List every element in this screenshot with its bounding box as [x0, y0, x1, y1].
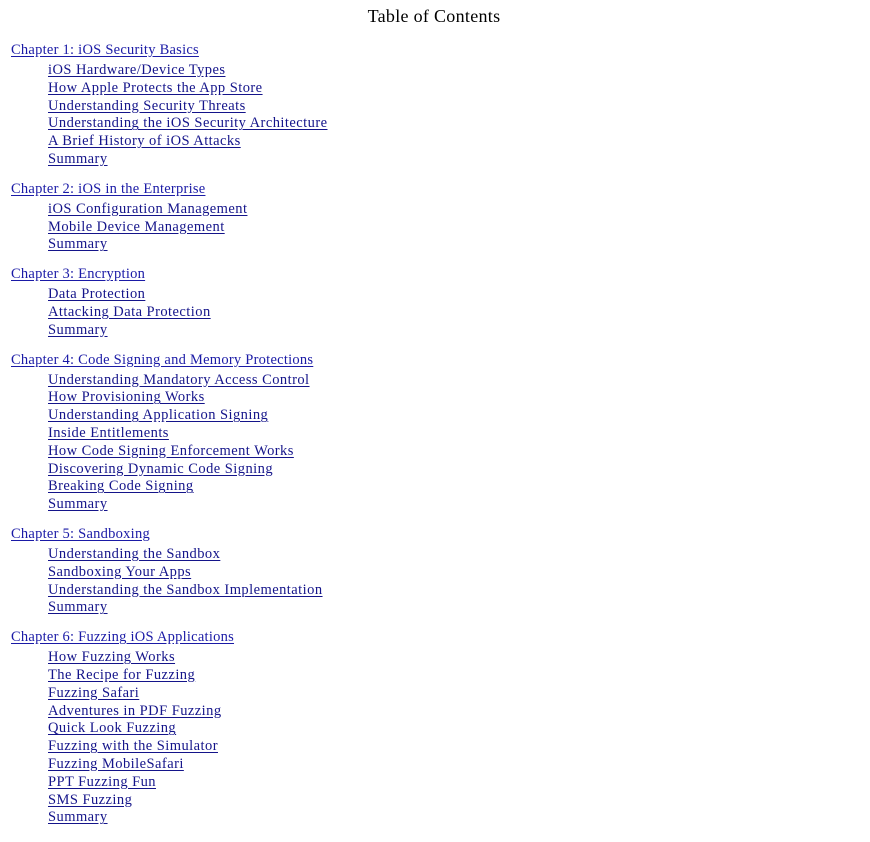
section-link[interactable]: Summary	[48, 496, 108, 513]
toc-section-item	[48, 773, 870, 791]
section-list	[11, 371, 870, 513]
section-link[interactable]: Fuzzing Safari	[48, 684, 140, 701]
section-list	[11, 285, 870, 338]
toc-section-item	[48, 719, 870, 737]
toc-section-item	[48, 218, 870, 236]
toc-section-item	[48, 684, 870, 702]
section-list	[11, 61, 870, 168]
section-link[interactable]: PPT Fuzzing Fun	[48, 773, 157, 790]
chapter-link[interactable]: Chapter 1: iOS Security Basics	[11, 42, 199, 58]
section-link[interactable]: Understanding Application Signing	[48, 407, 269, 424]
section-link[interactable]: How Provisioning Works	[48, 389, 205, 406]
toc-section-item	[48, 791, 870, 809]
toc-chapter	[11, 41, 870, 168]
toc-section-item	[48, 321, 870, 339]
toc-section-item	[48, 702, 870, 720]
toc-section-item	[48, 406, 870, 424]
toc-section-item	[48, 97, 870, 115]
toc-section-item	[48, 755, 870, 773]
toc-section-item	[48, 545, 870, 563]
section-link[interactable]: Attacking Data Protection	[48, 303, 211, 320]
section-link[interactable]: SMS Fuzzing	[48, 791, 133, 808]
toc-section-item	[48, 598, 870, 616]
section-link[interactable]: Summary	[48, 599, 108, 616]
section-link[interactable]: Discovering Dynamic Code Signing	[48, 460, 274, 477]
toc-chapter-list	[11, 41, 870, 838]
toc-chapter	[11, 525, 870, 616]
toc-section-item	[48, 150, 870, 168]
section-link[interactable]: Mobile Device Management	[48, 218, 225, 235]
section-link[interactable]: Understanding the Sandbox	[48, 545, 221, 562]
toc-section-item	[48, 303, 870, 321]
section-link[interactable]: How Fuzzing Works	[48, 649, 176, 666]
section-list	[11, 545, 870, 616]
toc-section-item	[48, 132, 870, 150]
toc-section-item	[48, 648, 870, 666]
section-list	[11, 200, 870, 253]
toc-section-item	[48, 737, 870, 755]
section-link[interactable]: A Brief History of iOS Attacks	[48, 133, 241, 150]
toc-chapter	[11, 180, 870, 253]
toc-section-item	[48, 235, 870, 253]
toc-section-item	[48, 285, 870, 303]
section-link[interactable]: Quick Look Fuzzing	[48, 720, 177, 737]
toc-section-item	[48, 666, 870, 684]
toc-section-item	[48, 442, 870, 460]
toc-section-item	[48, 388, 870, 406]
section-link[interactable]: Summary	[48, 321, 108, 338]
toc-section-item	[48, 495, 870, 513]
toc-section-item	[48, 200, 870, 218]
section-link[interactable]: Data Protection	[48, 286, 146, 303]
toc-section-item	[48, 424, 870, 442]
section-link[interactable]: Understanding the iOS Security Architecture	[48, 115, 328, 132]
chapter-link[interactable]: Chapter 4: Code Signing and Memory Protections	[11, 351, 314, 368]
section-link[interactable]: How Apple Protects the App Store	[48, 79, 263, 96]
toc-section-item	[48, 581, 870, 599]
section-link[interactable]: iOS Hardware/Device Types	[48, 62, 226, 78]
section-link[interactable]: Summary	[48, 150, 108, 167]
section-link[interactable]: Breaking Code Signing	[48, 478, 194, 495]
toc-section-item	[48, 808, 870, 826]
toc-section-item	[48, 371, 870, 389]
toc-section-item	[48, 79, 870, 97]
toc-section-item	[48, 477, 870, 495]
toc-title: Table of Contents	[367, 6, 501, 26]
section-link[interactable]: Summary	[48, 236, 108, 253]
section-link[interactable]: Sandboxing Your Apps	[48, 563, 192, 580]
toc-chapter	[11, 265, 870, 338]
toc-section-item	[48, 563, 870, 581]
section-link[interactable]: Understanding the Sandbox Implementation	[48, 581, 323, 598]
toc-section-item	[48, 61, 870, 79]
section-link[interactable]: Understanding Security Threats	[48, 97, 246, 114]
section-link[interactable]: Inside Entitlements	[48, 424, 169, 441]
chapter-link[interactable]: Chapter 5: Sandboxing	[11, 525, 150, 542]
section-link[interactable]: Summary	[48, 809, 108, 826]
section-link[interactable]: The Recipe for Fuzzing	[48, 666, 196, 683]
toc-chapter	[11, 628, 870, 826]
section-link[interactable]: Understanding Mandatory Access Control	[48, 371, 310, 388]
toc-section-item	[48, 460, 870, 478]
chapter-link[interactable]: Chapter 6: Fuzzing iOS Applications	[11, 629, 235, 646]
section-link[interactable]: iOS Configuration Management	[48, 200, 248, 217]
toc-chapter	[11, 351, 870, 513]
toc-section-item	[48, 114, 870, 132]
section-list	[11, 648, 870, 826]
section-link[interactable]: Adventures in PDF Fuzzing	[48, 702, 222, 719]
section-link[interactable]: Fuzzing MobileSafari	[48, 755, 184, 772]
section-link[interactable]: How Code Signing Enforcement Works	[48, 442, 294, 459]
chapter-link[interactable]: Chapter 3: Encryption	[11, 266, 146, 283]
chapter-link[interactable]: Chapter 2: iOS in the Enterprise	[11, 180, 206, 197]
section-link[interactable]: Fuzzing with the Simulator	[48, 738, 218, 755]
